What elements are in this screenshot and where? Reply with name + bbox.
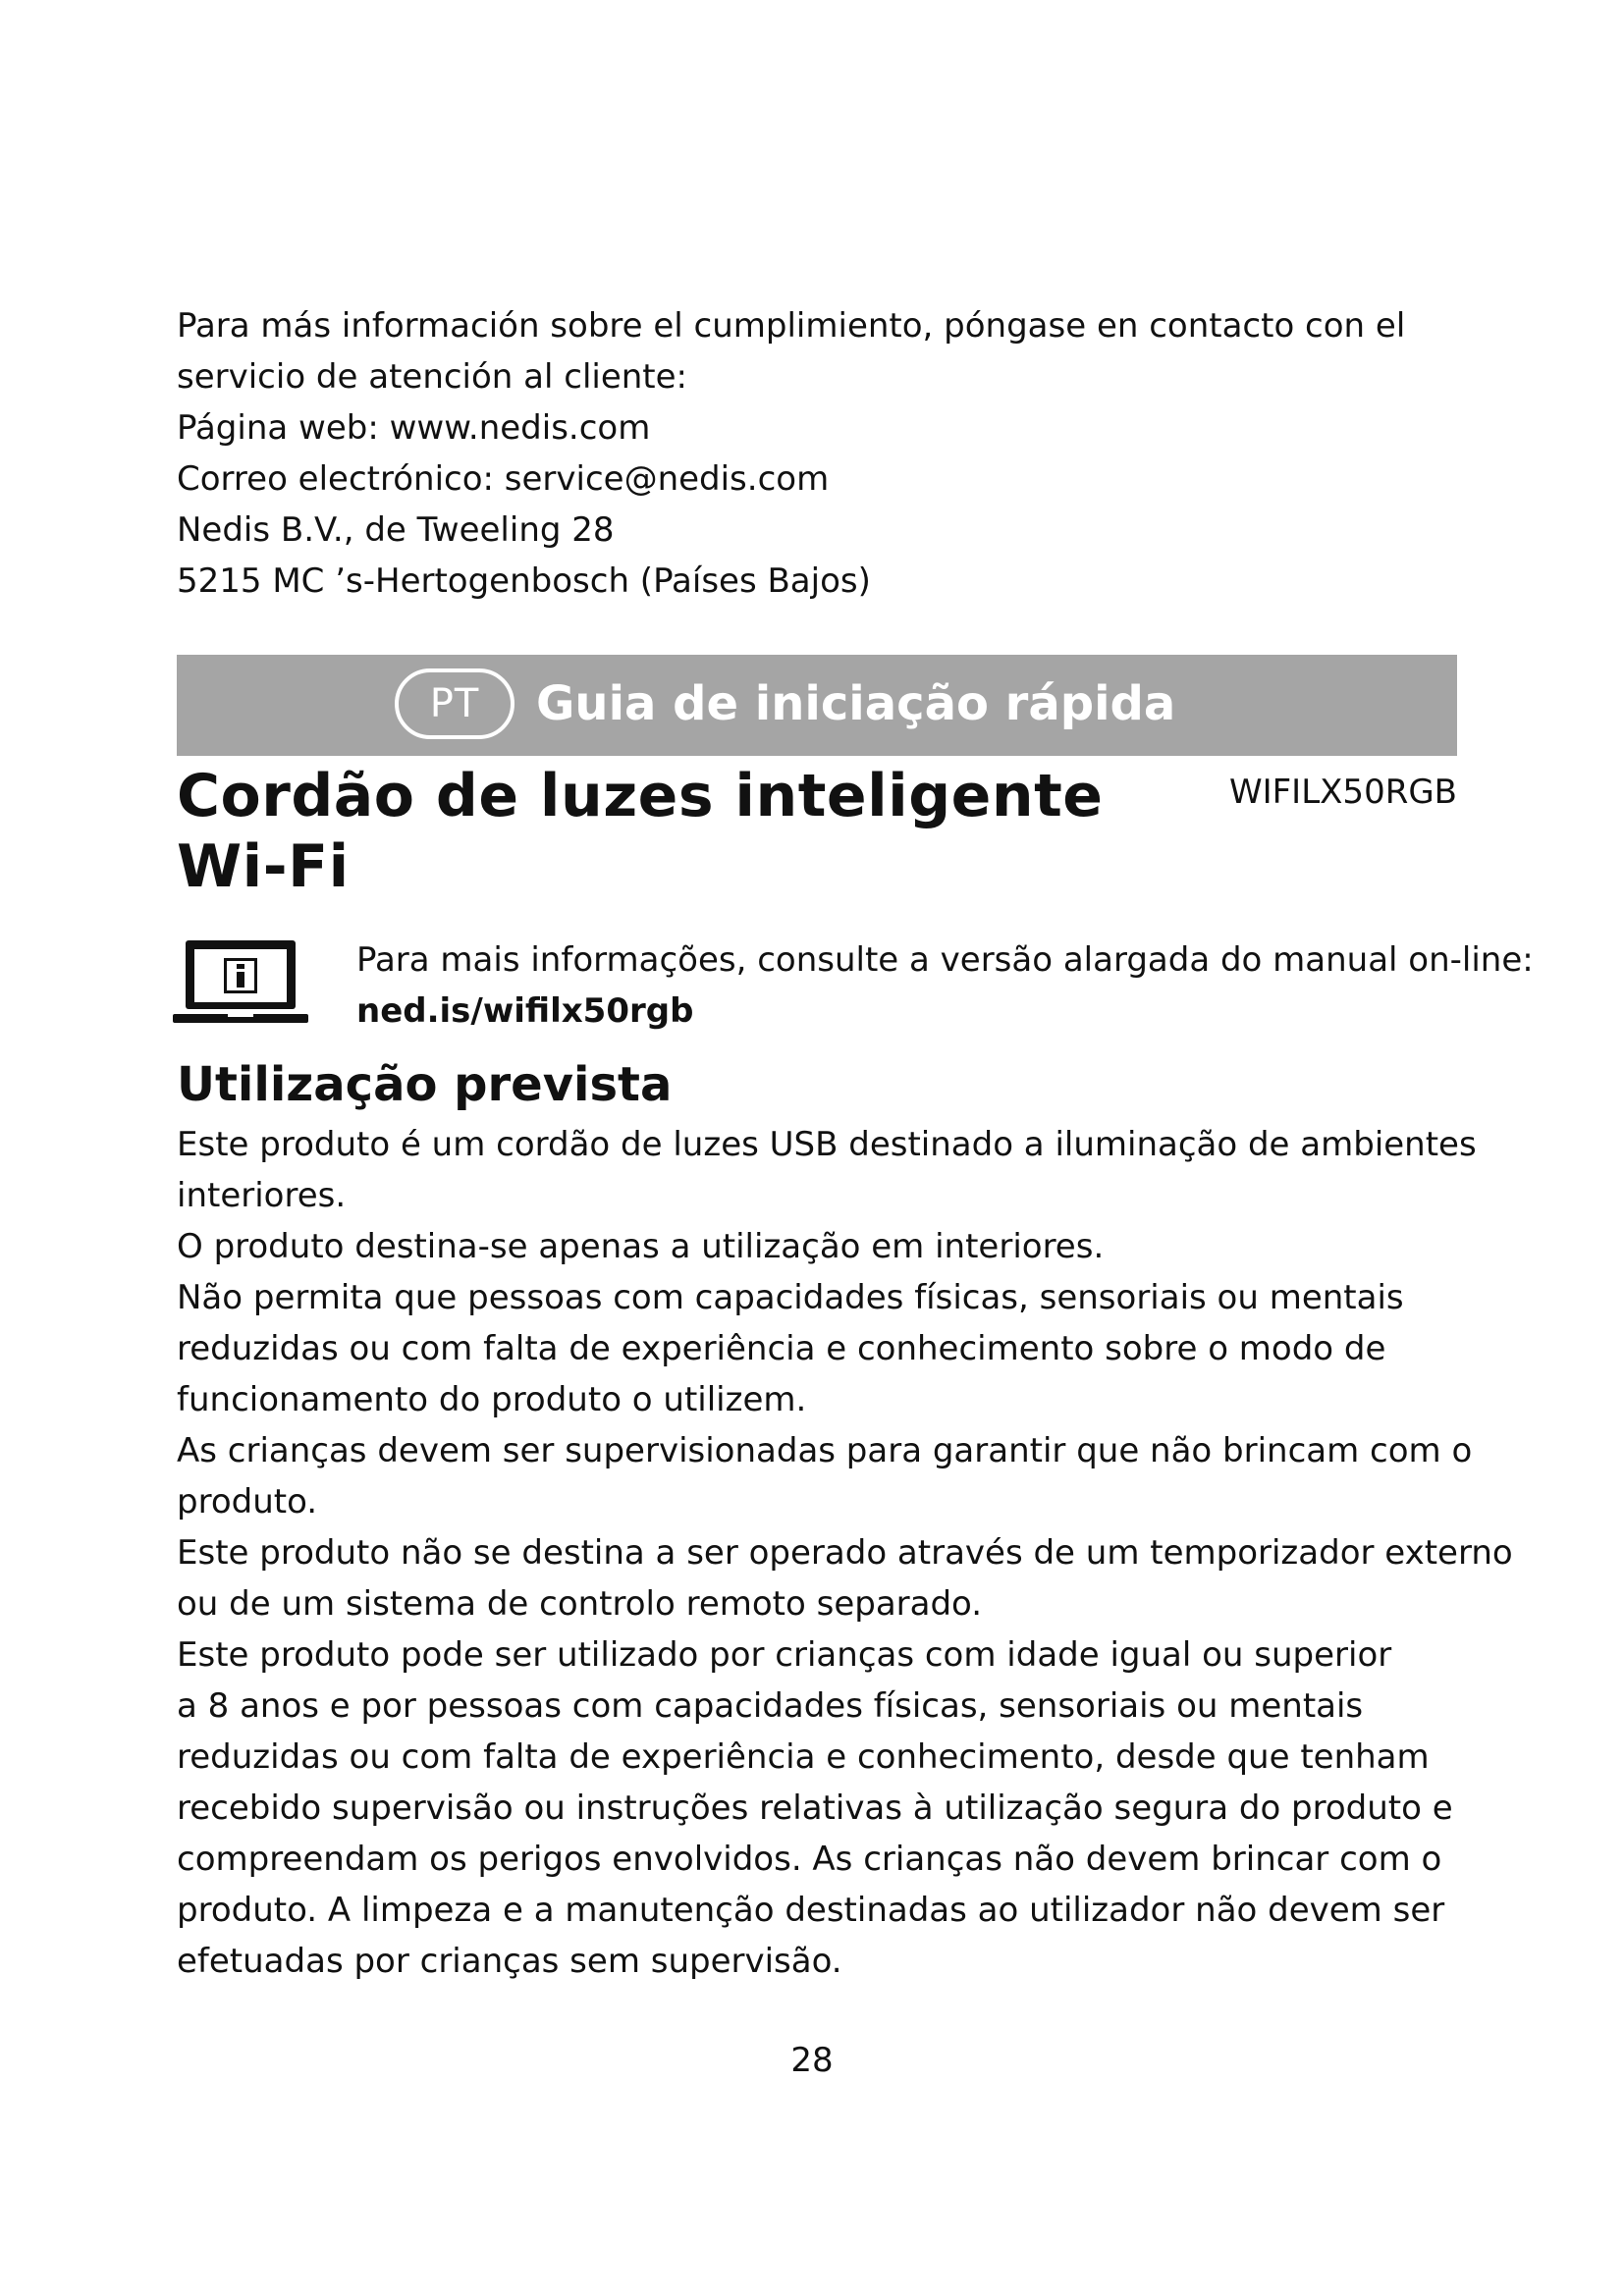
body-line: compreendam os perigos envolvidos. As crianças não devem brincar com o xyxy=(177,1840,1442,1879)
body-line: As crianças devem ser supervisionadas para garantir que não brincam com o xyxy=(177,1431,1473,1470)
body-line: Este produto é um cordão de luzes USB destinado a iluminação de ambientes xyxy=(177,1125,1477,1164)
intended-use-heading: Utilização prevista xyxy=(177,1057,673,1112)
quick-start-guide-title: Guia de iniciação rápida xyxy=(536,676,1176,731)
body-line: interiores. xyxy=(177,1176,347,1215)
contact-line: Para más información sobre el cumplimiento, póngase en contacto con el xyxy=(177,306,1406,346)
body-line: Este produto não se destina a ser operado através de um temporizador externo xyxy=(177,1533,1513,1573)
body-line: efetuadas por crianças sem supervisão. xyxy=(177,1942,842,1981)
body-line: produto. A limpeza e a manutenção destinadas ao utilizador não devem ser xyxy=(177,1891,1445,1930)
contact-address-street: Nedis B.V., de Tweeling 28 xyxy=(177,510,615,550)
contact-line: servicio de atención al cliente: xyxy=(177,357,688,397)
body-line: recebido supervisão ou instruções relativas à utilização segura do produto e xyxy=(177,1789,1453,1828)
body-line: ou de um sistema de controlo remoto separado. xyxy=(177,1584,983,1624)
body-line: a 8 anos e por pessoas com capacidades físicas, sensoriais ou mentais xyxy=(177,1686,1364,1726)
online-manual-info xyxy=(356,934,1534,1037)
body-line: Não permita que pessoas com capacidades físicas, sensoriais ou mentais xyxy=(177,1278,1404,1317)
body-line: reduzidas ou com falta de experiência e conhecimento, desde que tenham xyxy=(177,1737,1430,1777)
language-banner xyxy=(177,655,1457,756)
body-line: O produto destina-se apenas a utilização em interiores. xyxy=(177,1227,1105,1266)
language-code-badge: PT xyxy=(395,668,514,739)
body-line: produto. xyxy=(177,1482,318,1522)
product-title xyxy=(177,761,1103,902)
contact-email: Correo electrónico: service@nedis.com xyxy=(177,459,830,499)
body-line: reduzidas ou com falta de experiência e conhecimento sobre o modo de xyxy=(177,1329,1386,1368)
model-number: WIFILX50RGB xyxy=(1228,773,1457,812)
online-manual-link[interactable]: ned.is/wifilx50rgb xyxy=(356,991,694,1031)
intended-use-body xyxy=(177,1119,1513,1987)
product-title-line-2: Wi-Fi xyxy=(177,832,350,901)
contact-address-city: 5215 MC ’s-Hertogenbosch (Países Bajos) xyxy=(177,561,871,601)
laptop-info-icon xyxy=(173,937,308,1026)
contact-website: Página web: www.nedis.com xyxy=(177,408,651,448)
page-number: 28 xyxy=(790,2041,834,2080)
spanish-contact-block xyxy=(177,300,1453,607)
product-title-line-1: Cordão de luzes inteligente xyxy=(177,762,1104,830)
online-manual-text: Para mais informações, consulte a versão alargada do manual on-line: xyxy=(356,940,1534,980)
body-line: Este produto pode ser utilizado por crianças com idade igual ou superior xyxy=(177,1635,1392,1675)
body-line: funcionamento do produto o utilizem. xyxy=(177,1380,807,1419)
